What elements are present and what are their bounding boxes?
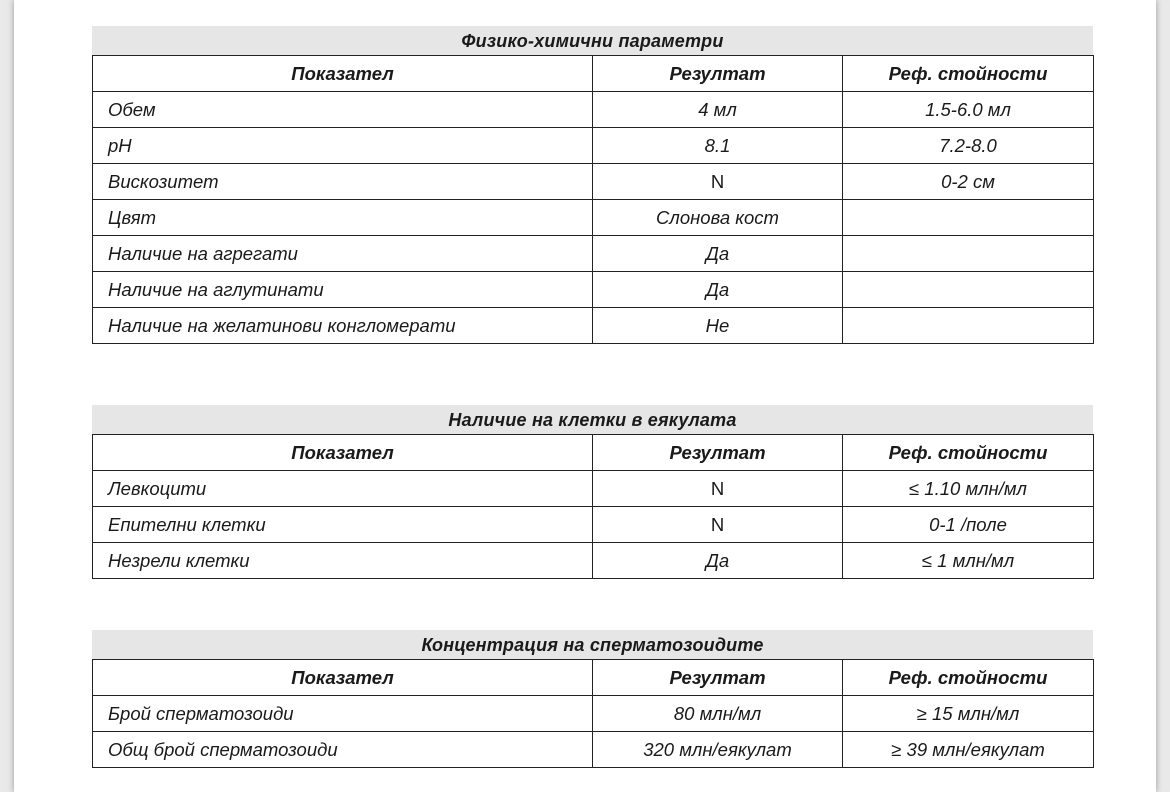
table-row (93, 92, 1094, 128)
cell-indicator: Наличие на желатинови конгломерати (93, 308, 593, 344)
section-physico-chemical (92, 26, 1093, 344)
table-row (93, 308, 1094, 344)
cell-result: Да (593, 236, 843, 272)
table-row (93, 236, 1094, 272)
cell-indicator: Общ брой сперматозоиди (93, 732, 593, 768)
cell-result: N (593, 471, 843, 507)
results-table (92, 434, 1094, 579)
header-result: Резултат (593, 435, 843, 471)
table-row (93, 732, 1094, 768)
table-row (93, 128, 1094, 164)
cell-result: N (593, 507, 843, 543)
cell-reference: 0-2 см (843, 164, 1094, 200)
table-row (93, 543, 1094, 579)
cell-indicator: Вискозитет (93, 164, 593, 200)
table-header-row (93, 660, 1094, 696)
cell-reference (843, 200, 1094, 236)
cell-reference: 1.5-6.0 мл (843, 92, 1094, 128)
report-page (14, 0, 1156, 792)
cell-result: 8.1 (593, 128, 843, 164)
cell-indicator: Левкоцити (93, 471, 593, 507)
cell-result: Слонова кост (593, 200, 843, 236)
cell-result: 4 мл (593, 92, 843, 128)
table-row (93, 507, 1094, 543)
table-header-row (93, 435, 1094, 471)
cell-indicator: Незрели клетки (93, 543, 593, 579)
cell-indicator: Наличие на агрегати (93, 236, 593, 272)
header-indicator: Показател (93, 660, 593, 696)
section-title: Концентрация на сперматозоидите (92, 630, 1093, 659)
cell-indicator: Наличие на аглутинати (93, 272, 593, 308)
header-result: Резултат (593, 56, 843, 92)
table-row (93, 164, 1094, 200)
header-result: Резултат (593, 660, 843, 696)
section-sperm-concentration (92, 630, 1093, 768)
cell-reference: ≥ 39 млн/еякулат (843, 732, 1094, 768)
header-reference: Реф. стойности (843, 660, 1094, 696)
cell-result: N (593, 164, 843, 200)
cell-reference: ≤ 1 млн/мл (843, 543, 1094, 579)
section-title: Наличие на клетки в еякулата (92, 405, 1093, 434)
table-row (93, 696, 1094, 732)
cell-result: Не (593, 308, 843, 344)
results-table (92, 55, 1094, 344)
cell-reference (843, 308, 1094, 344)
cell-reference: ≤ 1.10 млн/мл (843, 471, 1094, 507)
header-reference: Реф. стойности (843, 435, 1094, 471)
cell-indicator: Епителни клетки (93, 507, 593, 543)
section-title: Физико-химични параметри (92, 26, 1093, 55)
cell-reference: 7.2-8.0 (843, 128, 1094, 164)
cell-reference (843, 272, 1094, 308)
cell-result: 80 млн/мл (593, 696, 843, 732)
cell-reference: ≥ 15 млн/мл (843, 696, 1094, 732)
cell-result: Да (593, 272, 843, 308)
header-indicator: Показател (93, 56, 593, 92)
cell-indicator: Обем (93, 92, 593, 128)
table-header-row (93, 56, 1094, 92)
header-indicator: Показател (93, 435, 593, 471)
cell-result: Да (593, 543, 843, 579)
cell-reference (843, 236, 1094, 272)
table-row (93, 272, 1094, 308)
section-cells-in-ejaculate (92, 405, 1093, 579)
cell-indicator: Цвят (93, 200, 593, 236)
header-reference: Реф. стойности (843, 56, 1094, 92)
table-row (93, 200, 1094, 236)
results-table (92, 659, 1094, 768)
cell-indicator: Брой сперматозоиди (93, 696, 593, 732)
cell-indicator: pH (93, 128, 593, 164)
cell-result: 320 млн/еякулат (593, 732, 843, 768)
cell-reference: 0-1 /поле (843, 507, 1094, 543)
table-row (93, 471, 1094, 507)
